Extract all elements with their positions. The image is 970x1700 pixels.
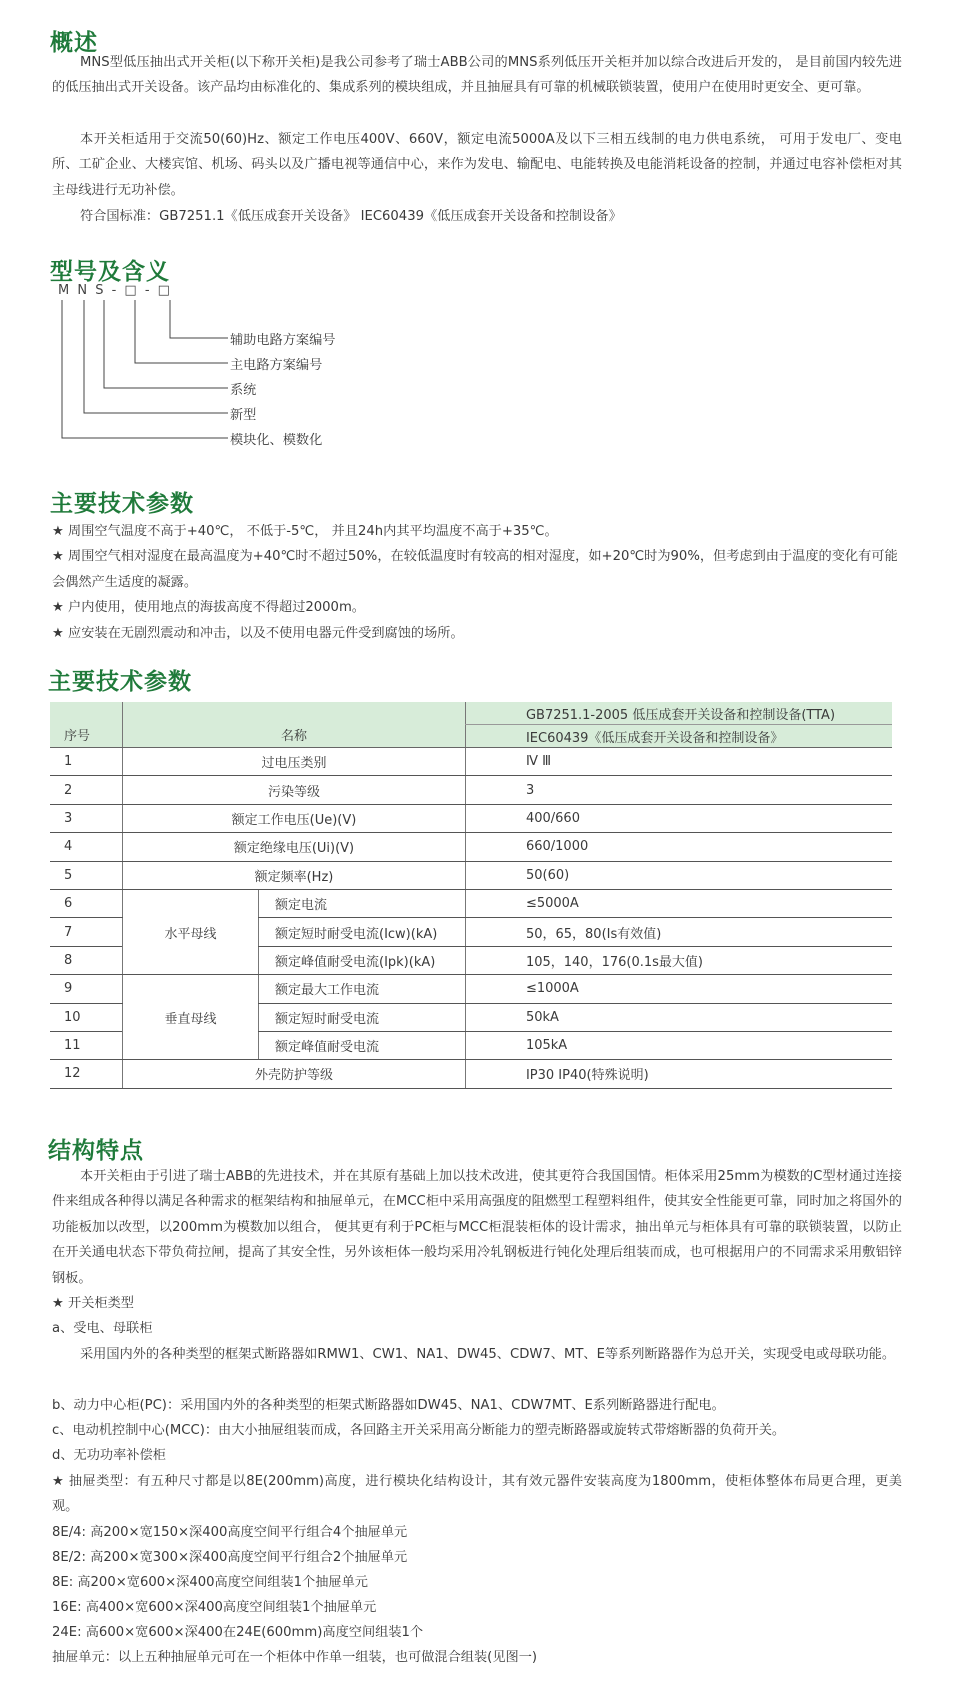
model-label-auxiliary: 辅助电路方案编号 [230, 333, 336, 348]
row-value: Ⅳ Ⅲ [465, 748, 892, 776]
model-code: M N S - □ - □ [58, 283, 172, 298]
group-vertical-busbar: 垂直母线 [123, 975, 259, 1060]
table-row [50, 804, 892, 832]
overview-standards: 符合国标准：GB7251.1《低压成套开关设备》 IEC60439《低压成套开关设备和控制设备》 [80, 209, 622, 224]
drawer-size-24e: 24E: 高600×宽600×深400在24E(600mm)高度空间组装1个 [52, 1625, 424, 1640]
row-name: 额定最大工作电流 [259, 975, 466, 1003]
condition-altitude: ★ 户内使用，使用地点的海拔高度不得超过2000m。 [52, 600, 365, 616]
model-bracket-lines [52, 283, 232, 453]
spec-title: 主要技术参数 [48, 669, 192, 695]
row-value: 105kA [465, 1031, 892, 1059]
condition-humidity: ★ 周围空气相对湿度在最高温度为+40℃时不超过50%，在较低温度时有较高的相对湿度，如+20℃时为90%，但考虑到由于温度的变化有可能会偶然产生适度的凝露。 [52, 549, 898, 590]
row-name: 额定绝缘电压(Ui)(V) [123, 833, 466, 861]
row-name: 额定峰值耐受电流 [259, 1031, 466, 1059]
row-no: 2 [50, 776, 123, 804]
drawer-size-8e2: 8E/2: 高200×宽300×深400高度空间平行组合2个抽屉单元 [52, 1550, 408, 1565]
structure-title: 结构特点 [48, 1138, 144, 1164]
model-label-system: 系统 [230, 383, 257, 398]
group-horizontal-busbar: 水平母线 [123, 889, 259, 974]
row-no: 4 [50, 833, 123, 861]
conditions-title: 主要技术参数 [50, 491, 194, 517]
row-value: 50kA [465, 1003, 892, 1031]
row-name: 额定短时耐受电流(Icw)(kA) [259, 918, 466, 946]
drawer-types: ★ 抽屉类型：有五种尺寸都是以8E(200mm)高度，进行模块化结构设计，其有效元器件安装高度为1800mm，使柜体整体布局更合理，更美观。 [52, 1474, 902, 1515]
overview-paragraph-2: 本开关柜适用于交流50(60)Hz、额定工作电压400V、660V，额定电流5000A及以下三相五线制的电力供电系统， 可用于发电厂、变电所、工矿企业、大楼宾馆、机场、码头以及广播电视等通信中心，来作为发电、输配电、电能转换及电能消耗设备的控制，并通过电容补偿柜对其主母线进行无功补偿。 [52, 132, 902, 198]
header-standard-gb: GB7251.1-2005 低压成套开关设备和控制设备(TTA) [465, 702, 892, 725]
row-no: 5 [50, 861, 123, 889]
row-value: 3 [465, 776, 892, 804]
type-d: d、无功功率补偿柜 [52, 1448, 166, 1463]
type-a-description: 采用国内外的各种类型的框架式断路器如RMW1、CW1、NA1、DW45、CDW7、MT、E等系列断路器作为总开关，实现受电或母联功能。 [80, 1347, 896, 1362]
header-name: 名称 [123, 702, 466, 748]
row-value: ≤5000A [465, 889, 892, 917]
table-row [50, 1060, 892, 1088]
row-value: 50(60) [465, 861, 892, 889]
table-row [50, 975, 892, 1003]
header-no: 序号 [50, 702, 123, 748]
drawer-unit-note: 抽屉单元：以上五种抽屉单元可在一个柜体中作单一组装，也可做混合组装(见图一) [52, 1650, 538, 1665]
header-standard-iec: IEC60439《低压成套开关设备和控制设备》 [465, 725, 892, 748]
row-name: 额定频率(Hz) [123, 861, 466, 889]
conditions-list [52, 519, 902, 646]
switchgear-types-heading: ★ 开关柜类型 [52, 1296, 134, 1311]
table-row [50, 748, 892, 776]
overview-title: 概述 [50, 30, 98, 56]
row-no: 12 [50, 1060, 123, 1088]
type-b: b、动力中心柜(PC)：采用国内外的各种类型的柜架式断路器如DW45、NA1、CDW7MT、E系列断路器进行配电。 [52, 1398, 725, 1413]
type-a-title: a、受电、母联柜 [52, 1321, 153, 1336]
row-value: 105，140，176(0.1s最大值) [465, 946, 892, 974]
row-name: 过电压类别 [123, 748, 466, 776]
drawer-size-8e4: 8E/4: 高200×宽150×深400高度空间平行组合4个抽屉单元 [52, 1525, 408, 1540]
row-name: 额定工作电压(Ue)(V) [123, 804, 466, 832]
row-name: 污染等级 [123, 776, 466, 804]
table-row [50, 861, 892, 889]
row-no: 11 [50, 1031, 123, 1059]
row-no: 8 [50, 946, 123, 974]
condition-temperature: ★ 周围空气温度不高于+40℃， 不低于-5℃， 并且24h内其平均温度不高于+35℃。 [52, 524, 558, 539]
model-label-modular: 模块化、模数化 [230, 433, 323, 448]
overview-paragraph-1: MNS型低压抽出式开关柜(以下称开关柜)是我公司参考了瑞士ABB公司的MNS系列低压开关柜并加以综合改进后开发的， 是目前国内较先进的低压抽出式开关设备。该产品均由标准化的、集成系列的模块组成，并且抽屉具有可靠的机械联锁装置，使用户在使用时更安全、更可靠。 [52, 55, 902, 96]
row-no: 3 [50, 804, 123, 832]
row-name: 额定峰值耐受电流(Ipk)(kA) [259, 946, 466, 974]
row-value: 660/1000 [465, 833, 892, 861]
model-label-new-type: 新型 [230, 408, 257, 423]
row-no: 1 [50, 748, 123, 776]
row-value: 400/660 [465, 804, 892, 832]
spec-table [50, 702, 892, 1089]
model-label-main-circuit: 主电路方案编号 [230, 358, 323, 373]
structure-paragraph: 本开关柜由于引进了瑞士ABB的先进技术，并在其原有基础上加以技术改进，使其更符合我国国情。柜体采用25mm为模数的C型材通过连接件来组成各种得以满足各种需求的框架结构和抽屉单元，在MCC柜中采用高强度的阻燃型工程塑料组件，使其安全性能更可靠，同时加之将国外的功能板加以改型，以200mm为模数加以组合， 便其更有利于PC柜与MCC柜混装柜体的设计需求，抽出单元与柜体具有可靠的联锁装置，以防止在开关通电状态下带负荷拉闸，提高了其安全性，另外该柜体一般均采用冷轧钢板进行钝化处理后组装而成，也可根据用户的不同需求采用敷铝锌钢板。 [52, 1169, 902, 1286]
row-no: 10 [50, 1003, 123, 1031]
row-name: 额定短时耐受电流 [259, 1003, 466, 1031]
row-name: 外壳防护等级 [123, 1060, 466, 1088]
row-no: 7 [50, 918, 123, 946]
drawer-size-8e: 8E: 高200×宽600×深400高度空间组装1个抽屉单元 [52, 1575, 368, 1590]
drawer-size-16e: 16E: 高400×宽600×深400高度空间组装1个抽屉单元 [52, 1600, 377, 1615]
row-name: 额定电流 [259, 889, 466, 917]
row-no: 6 [50, 889, 123, 917]
row-value: 50，65，80(Is有效值) [465, 918, 892, 946]
table-row [50, 776, 892, 804]
row-no: 9 [50, 975, 123, 1003]
model-diagram [52, 283, 552, 453]
table-row [50, 833, 892, 861]
condition-environment: ★ 应安装在无剧烈震动和冲击，以及不使用电器元件受到腐蚀的场所。 [52, 625, 464, 641]
table-row [50, 889, 892, 917]
type-c: c、电动机控制中心(MCC)：由大小抽屉组装而成，各回路主开关采用高分断能力的塑壳断路器或旋转式带熔断器的负荷开关。 [52, 1423, 786, 1438]
row-value: ≤1000A [465, 975, 892, 1003]
model-title: 型号及含义 [50, 259, 170, 285]
row-value: IP30 IP40(特殊说明) [465, 1060, 892, 1088]
